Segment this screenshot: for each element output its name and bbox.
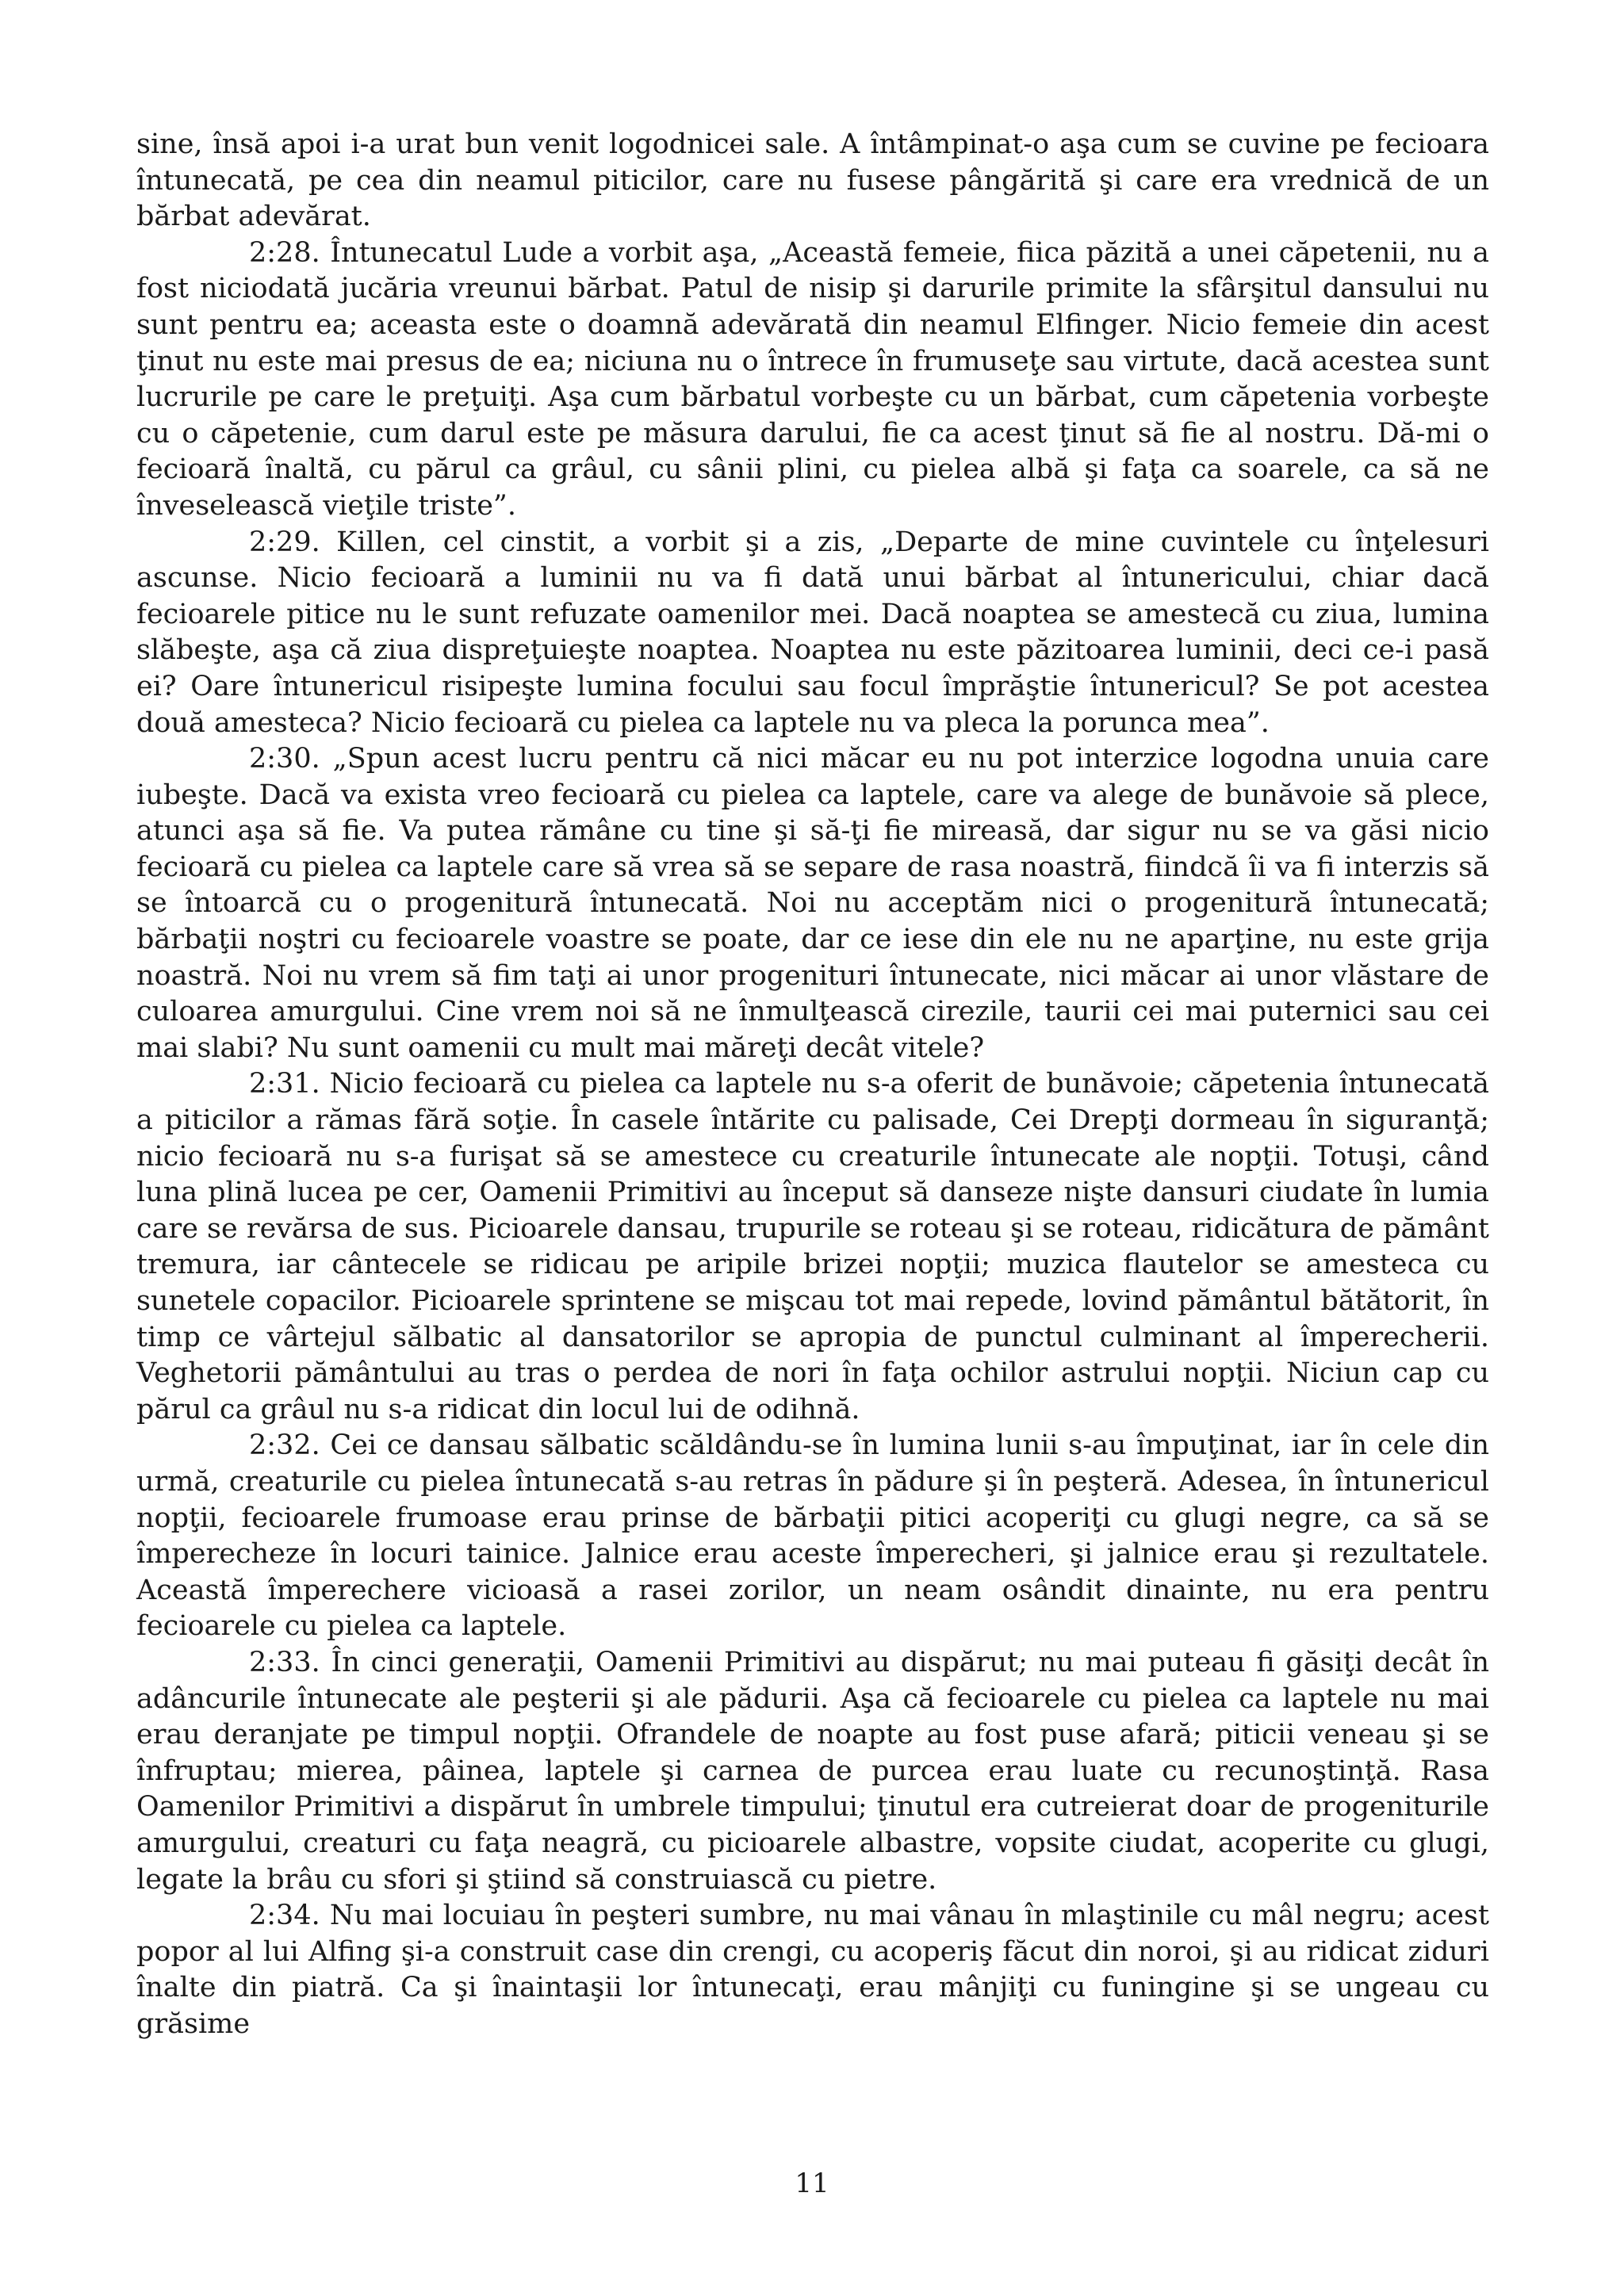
paragraph-2-30: 2:30. „Spun acest lucru pentru că nici măcar eu nu pot interzice logodna unuia care iubeşte. Dacă va exista vreo fecioară cu pielea ca laptele, care va alege de bunăvoie să plece, atunci aşa să fie. Va putea rămâne cu tine şi să-ţi fie mireasă, dar sigur nu se va găsi nicio fecioară cu pielea ca laptele care să vrea să se separe de rasa noastră, fiindcă îi va fi interzis să se întoarcă cu o progenitură întunecată. Noi nu acceptăm nici o progenitură întunecată; bărbaţii noştri cu fecioarele voastre se poate, dar ce iese din ele nu ne aparţine, nu este grija noastră. Noi nu vrem să fim taţi ai unor progenituri întunecate, nici măcar ai unor vlăstare de culoarea amurgului. Cine vrem noi să ne înmulţească cirezile, taurii cei mai puternici sau cei mai slabi? Nu sunt oamenii cu mult mai măreţi decât vitele? bbox=[136, 743, 1489, 1064]
paragraph-continuation: sine, însă apoi i-a urat bun venit logodnicei sale. A întâmpinat-o aşa cum se cuvine pe fecioara întunecată, pe cea din neamul piticilor, care nu fusese pângărită şi care era vrednică de un bărbat adevărat. bbox=[136, 128, 1489, 233]
paragraph-2-31: 2:31. Nicio fecioară cu pielea ca laptele nu s-a oferit de bunăvoie; căpetenia întunecată a piticilor a rămas fără soţie. În casele întărite cu palisade, Cei Drepţi dormeau în siguranţă; nicio fecioară nu s-a furişat să se amestece cu creaturile întunecate ale nopţii. Totuşi, când luna plină lucea pe cer, Oamenii Primitivi au început să danseze nişte dansuri ciudate în lumia care se revărsa de sus. Picioarele dansau, trupurile se roteau şi se roteau, ridicătura de pământ tremura, iar cântecele se ridicau pe aripile brizei nopţii; muzica flautelor se amesteca cu sunetele copacilor. Picioarele sprintene se mişcau tot mai repede, lovind pământul bătătorit, în timp ce vârtejul sălbatic al dansatorilor se apropia de punctul culminant al împerecherii. Veghetorii pământului au tras o perdea de nori în faţa ochilor astrului nopţii. Niciun cap cu părul ca grâul nu s-a ridicat din locul lui de odihnă. bbox=[136, 1068, 1489, 1425]
document-body bbox=[136, 127, 1489, 2042]
page-number: 11 bbox=[795, 2168, 829, 2199]
paragraph-2-29: 2:29. Killen, cel cinstit, a vorbit şi a zis, „Departe de mine cuvintele cu înţelesuri ascunse. Nicio fecioară a luminii nu va fi dată unui bărbat al întunericului, chiar dacă fecioarele pitice nu le sunt refuzate oamenilor mei. Dacă noaptea se amestecă cu ziua, lumina slăbeşte, aşa că ziua dispreţuieşte noaptea. Noaptea nu este păzitoarea luminii, deci ce-i pasă ei? Oare întunericul risipeşte lumina focului sau focul împrăştie întunericul? Se pot acestea două amesteca? Nicio fecioară cu pielea ca laptele nu va pleca la porunca mea”. bbox=[136, 526, 1489, 739]
paragraph-2-33: 2:33. În cinci generaţii, Oamenii Primitivi au dispărut; nu mai puteau fi găsiţi decât în adâncurile întunecate ale peşterii şi ale pădurii. Aşa că fecioarele cu pielea ca laptele nu mai erau deranjate pe timpul nopţii. Ofrandele de noapte au fost puse afară; piticii veneau şi se înfruptau; mierea, pâinea, laptele şi carnea de purcea erau luate cu recunoştinţă. Rasa Oamenilor Primitivi a dispărut în umbrele timpului; ţinutul era cutreierat doar de progeniturile amurgului, creaturi cu faţa neagră, cu picioarele albastre, vopsite ciudat, acoperite cu glugi, legate la brâu cu sfori şi ştiind să construiască cu pietre. bbox=[136, 1646, 1489, 1896]
paragraph-2-34: 2:34. Nu mai locuiau în peşteri sumbre, nu mai vânau în mlaştinile cu mâl negru; acest popor al lui Alfing şi-a construit case din crengi, cu acoperiş făcut din noroi, şi au ridicat ziduri înalte din piatră. Ca şi înaintaşii lor întunecaţi, erau mânjiţi cu funingine şi se ungeau cu grăsime bbox=[136, 1900, 1489, 2040]
paragraph-2-32: 2:32. Cei ce dansau sălbatic scăldându-se în lumina lunii s-au împuţinat, iar în cele din urmă, creaturile cu pielea întunecată s-au retras în pădure şi în peşteră. Adesea, în întunericul nopţii, fecioarele frumoase erau prinse de bărbaţii pitici acoperiţi cu glugi negre, ca să se împerecheze în locuri tainice. Jalnice erau aceste împerecheri, şi jalnice erau şi rezultatele. Această împerechere vicioasă a rasei zorilor, un neam osândit dinainte, nu era pentru fecioarele cu pielea ca laptele. bbox=[136, 1429, 1489, 1643]
paragraph-2-28: 2:28. Întunecatul Lude a vorbit aşa, „Această femeie, fiica păzită a unei căpetenii, nu a fost niciodată jucăria vreunui bărbat. Patul de nisip şi darurile primite la sfârşitul dansului nu sunt pentru ea; aceasta este o doamnă adevărată din neamul Elfinger. Nicio femeie din acest ţinut nu este mai presus de ea; niciuna nu o întrece în frumuseţe sau virtute, dacă acestea sunt lucrurile pe care le preţuiţi. Aşa cum bărbatul vorbeşte cu un bărbat, cum căpetenia vorbeşte cu o căpetenie, cum darul este pe măsura darului, fie ca acest ţinut să fie al nostru. Dă-mi o fecioară înaltă, cu părul ca grâul, cu sânii plini, cu pielea albă şi faţa ca soarele, ca să ne înveselească vieţile triste”. bbox=[136, 236, 1489, 522]
